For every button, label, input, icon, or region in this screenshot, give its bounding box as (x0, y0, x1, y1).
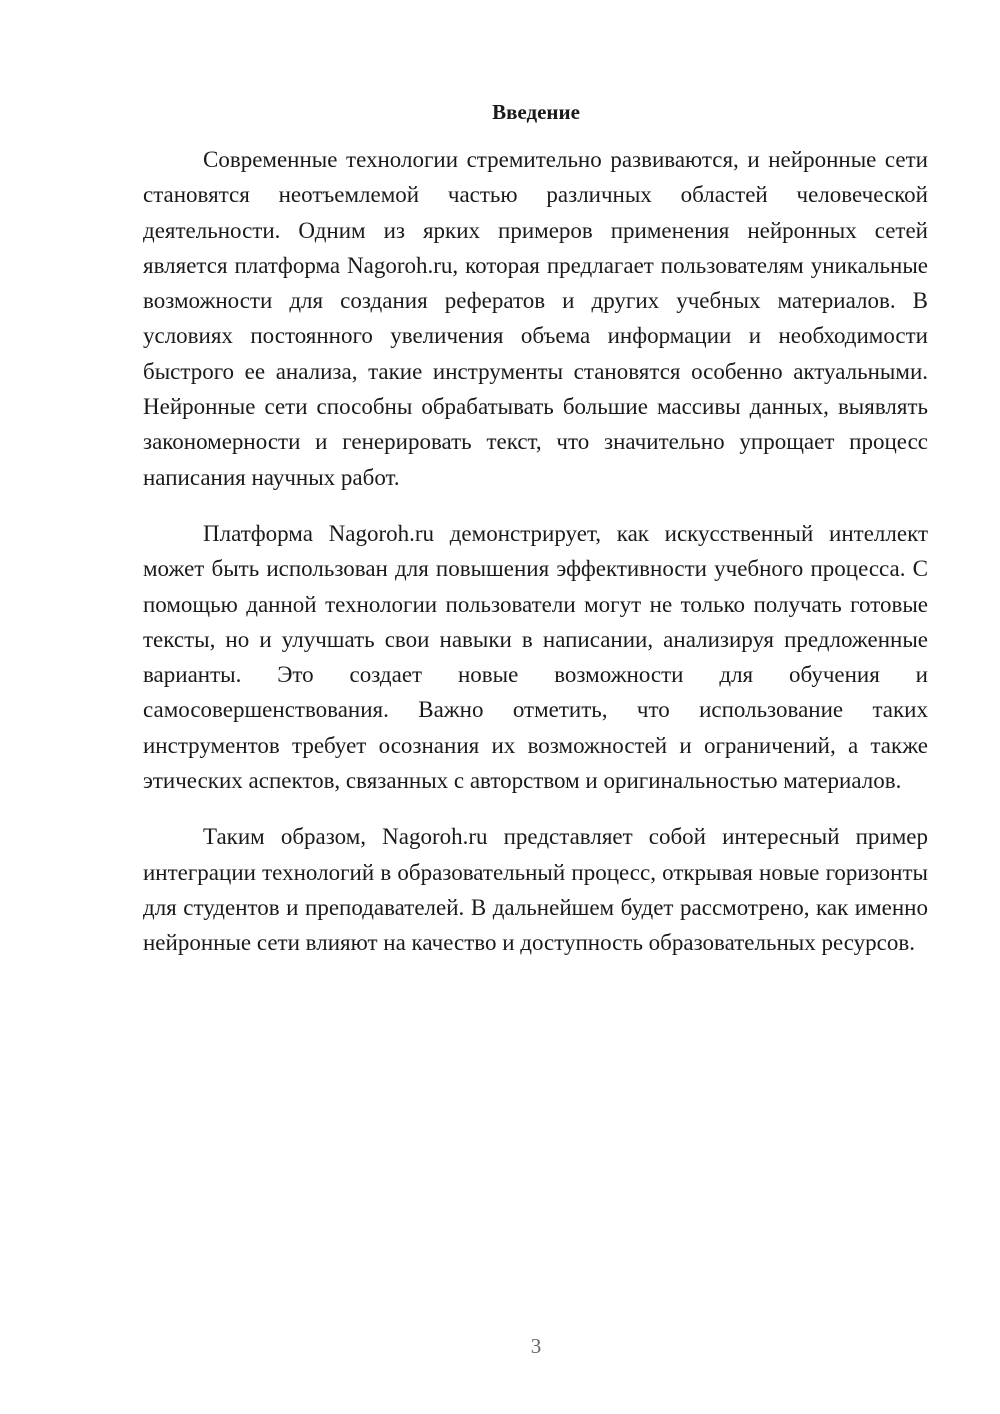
paragraph-1: Современные технологии стремительно развиваются, и нейронные сети становятся неотъемлемой частью различных областей человеческой деятельности. Одним из ярких примеров применения нейронных сетей является платформа Nagoroh.ru, которая предлагает пользователям уникальные возможности для создания рефератов и других учебных материалов. В условиях постоянного увеличения объема информации и необходимости быстрого ее анализа, такие инструменты становятся особенно актуальными. Нейронные сети способны обрабатывать большие массивы данных, выявлять закономерности и генерировать текст, что значительно упрощает процесс написания научных работ. (143, 147, 928, 490)
section-title: Введение (492, 100, 580, 124)
paragraph-2: Платформа Nagoroh.ru демонстрирует, как искусственный интеллект может быть использован для повышения эффективности учебного процесса. С помощью данной технологии пользователи могут не только получать готовые тексты, но и улучшать свои навыки в написании, анализируя предложенные варианты. Это создает новые возможности для обучения и самосовершенствования. Важно отметить, что использование таких инструментов требует осознания их возможностей и ограничений, а также этических аспектов, связанных с авторством и оригинальностью материалов. (143, 520, 928, 794)
paragraph-3: Таким образом, Nagoroh.ru представляет собой интересный пример интеграции технологий в образовательный процесс, открывая новые горизонты для студентов и преподавателей. В дальнейшем будет рассмотрено, как именно нейронные сети влияют на качество и доступность образовательных ресурсов. (143, 824, 928, 956)
body-text (143, 142, 928, 982)
page-number: 3 (530, 1334, 542, 1358)
